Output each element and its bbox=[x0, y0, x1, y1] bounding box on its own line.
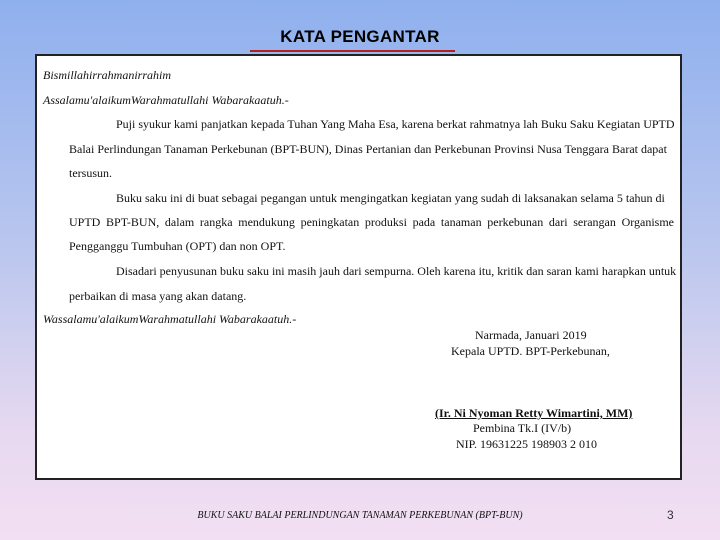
page-number: 3 bbox=[667, 508, 674, 522]
opening-line: Bismillahirrahmanirrahim bbox=[43, 68, 172, 82]
footer-text: BUKU SAKU BALAI PERLINDUNGAN TANAMAN PERKEBUNAN (BPT-BUN) bbox=[197, 510, 523, 521]
page-title: KATA PENGANTAR bbox=[280, 27, 440, 46]
document-panel bbox=[35, 54, 682, 480]
paragraph-2-line-3: Pengganggu Tumbuhan (OPT) dan non OPT. bbox=[69, 239, 286, 253]
paragraph-3-line-2: perbaikan di masa yang akan datang. bbox=[69, 289, 247, 303]
paragraph-1-line-1: Puji syukur kami panjatkan kepada Tuhan Yang Maha Esa, karena berkat rahmatnya lah Buku Saku Kegiatan UPTD bbox=[116, 117, 675, 131]
signature-rank: Pembina Tk.I (IV/b) bbox=[473, 421, 572, 435]
greeting-line: Assalamu'alaikumWarahmatullahi Wabarakaatuh.- bbox=[43, 93, 289, 107]
paragraph-2-line-1: Buku saku ini di buat sebagai pegangan untuk mengingatkan kegiatan yang sudah di laksanakan selama 5 tahun di bbox=[116, 191, 665, 205]
signature-name: (Ir. Ni Nyoman Retty Wimartini, MM) bbox=[435, 406, 633, 420]
title-underline bbox=[250, 50, 455, 52]
paragraph-1-line-3: tersusun. bbox=[69, 166, 112, 180]
paragraph-3-line-1: Disadari penyusunan buku saku ini masih jauh dari sempurna. Oleh karena itu, kritik dan saran kami harapkan untuk bbox=[116, 264, 677, 278]
paragraph-2-line-2: UPTD BPT-BUN, dalam rangka mendukung peningkatan produksi pada tanaman perkebunan dari serangan Organisme bbox=[69, 215, 674, 229]
paragraph-1-line-2: Balai Perlindungan Tanaman Perkebunan (BPT-BUN), Dinas Pertanian dan Perkebunan Provinsi Nusa Tenggara Barat dapat bbox=[69, 142, 667, 156]
signature-nip: NIP. 19631225 198903 2 010 bbox=[456, 437, 598, 451]
signature-place-date: Narmada, Januari 2019 bbox=[475, 328, 587, 342]
signature-position: Kepala UPTD. BPT-Perkebunan, bbox=[451, 344, 610, 358]
closing-line: Wassalamu'alaikumWarahmatullahi Wabarakaatuh.- bbox=[43, 312, 297, 326]
